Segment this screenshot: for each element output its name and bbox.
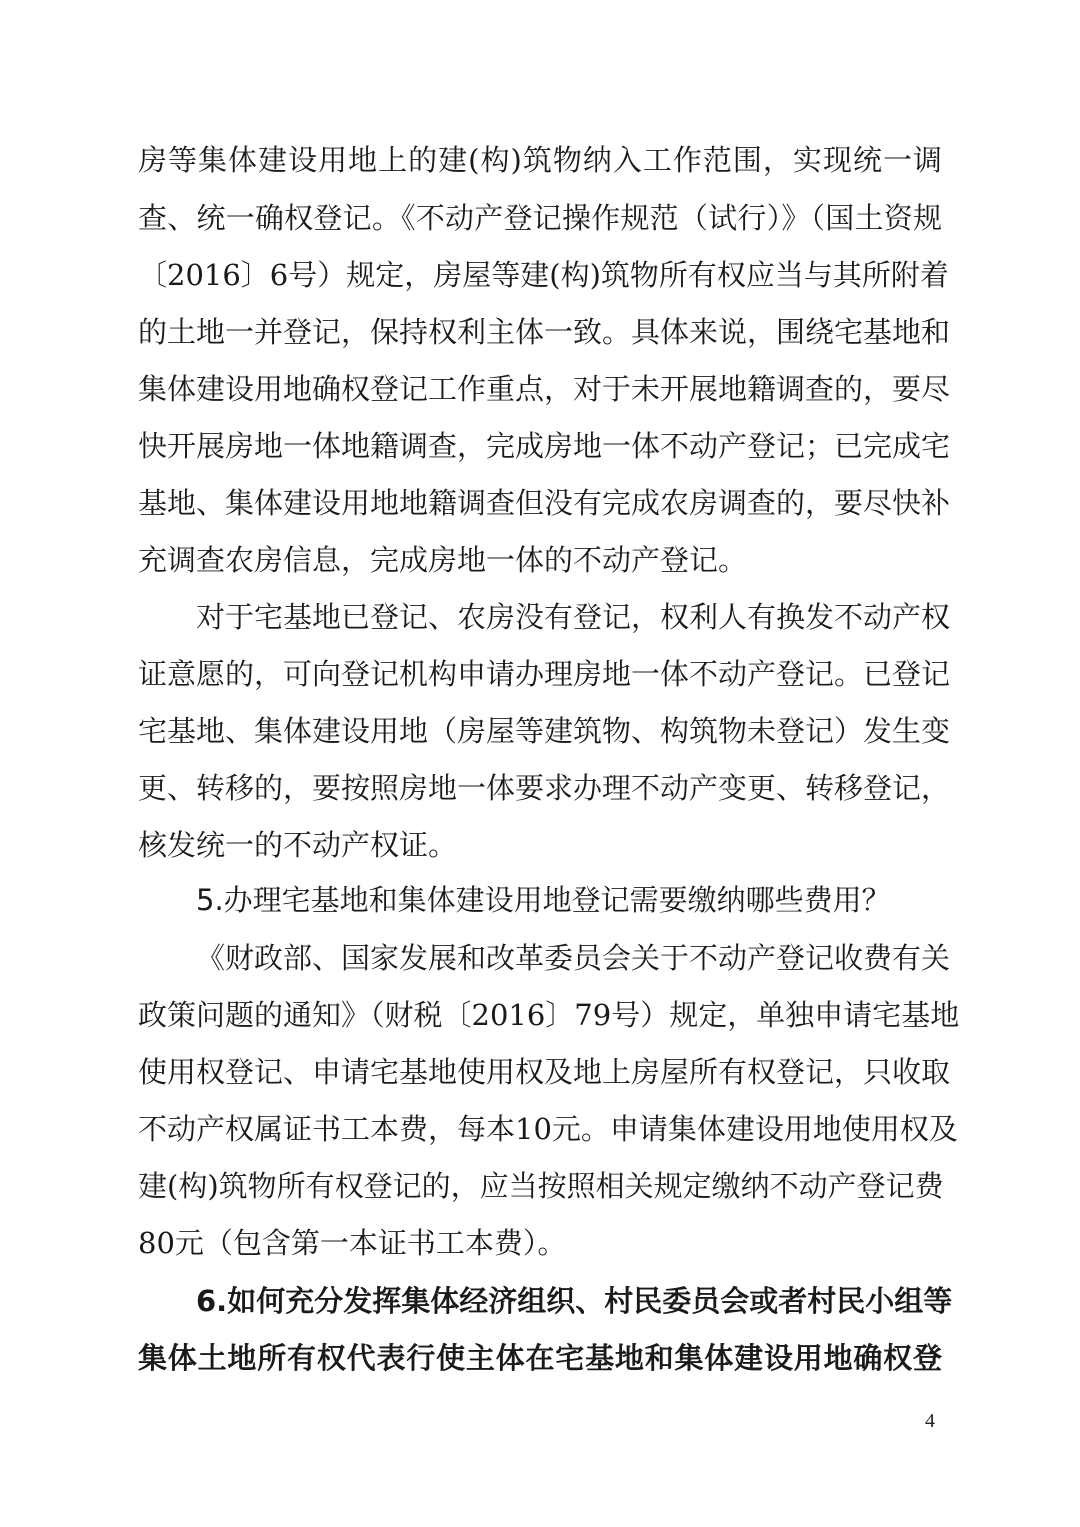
text-line: 集体建设用地确权登记工作重点，对于未开展地籍调查的，要尽 bbox=[138, 372, 951, 406]
text-line: 房等集体建设用地上的建(构)筑物纳入工作范围，实现统一调 bbox=[138, 143, 942, 177]
text-line: 对于宅基地已登记、农房没有登记，权利人有换发不动产权 bbox=[196, 600, 951, 634]
text-line: 〔2016〕6号）规定，房屋等建(构)筑物所有权应当与其所附着 bbox=[138, 258, 949, 292]
heading-line: 集体土地所有权代表行使主体在宅基地和集体建设用地确权登 bbox=[138, 1341, 942, 1375]
text-line: 充调查农房信息，完成房地一体的不动产登记。 bbox=[138, 543, 748, 577]
text-line: 的土地一并登记，保持权利主体一致。具体来说，围绕宅基地和 bbox=[138, 315, 951, 349]
text-line: 不动产权属证书工本费，每本10元。申请集体建设用地使用权及 bbox=[138, 1112, 958, 1146]
text-line: 基地、集体建设用地地籍调查但没有完成农房调查的，要尽快补 bbox=[138, 486, 951, 520]
page-number: 4 bbox=[925, 1410, 935, 1432]
text-line: 宅基地、集体建设用地（房屋等建筑物、构筑物未登记）发生变 bbox=[138, 714, 951, 748]
text-line: 建(构)筑物所有权登记的，应当按照相关规定缴纳不动产登记费 bbox=[138, 1169, 944, 1203]
text-line: 更、转移的，要按照房地一体要求办理不动产变更、转移登记， bbox=[138, 771, 951, 805]
text-line: 80元（包含第一本证书工本费）。 bbox=[138, 1226, 567, 1260]
text-line: 查、统一确权登记。《不动产登记操作规范（试行）》（国土资规 bbox=[138, 201, 942, 235]
text-line: 证意愿的，可向登记机构申请办理房地一体不动产登记。已登记 bbox=[138, 657, 951, 691]
text-line: 政策问题的通知》（财税〔2016〕79号）规定，单独申请宅基地 bbox=[138, 998, 960, 1032]
question-5-heading: 5.办理宅基地和集体建设用地登记需要缴纳哪些费用？ bbox=[196, 883, 891, 917]
text-line: 使用权登记、申请宅基地使用权及地上房屋所有权登记，只收取 bbox=[138, 1055, 951, 1089]
heading-line: 6.如何充分发挥集体经济组织、村民委员会或者村民小组等 bbox=[196, 1284, 953, 1318]
text-line: 《财政部、国家发展和改革委员会关于不动产登记收费有关 bbox=[196, 941, 951, 975]
text-line: 核发统一的不动产权证。 bbox=[138, 828, 458, 862]
text-line: 快开展房地一体地籍调查，完成房地一体不动产登记；已完成宅 bbox=[138, 429, 951, 463]
